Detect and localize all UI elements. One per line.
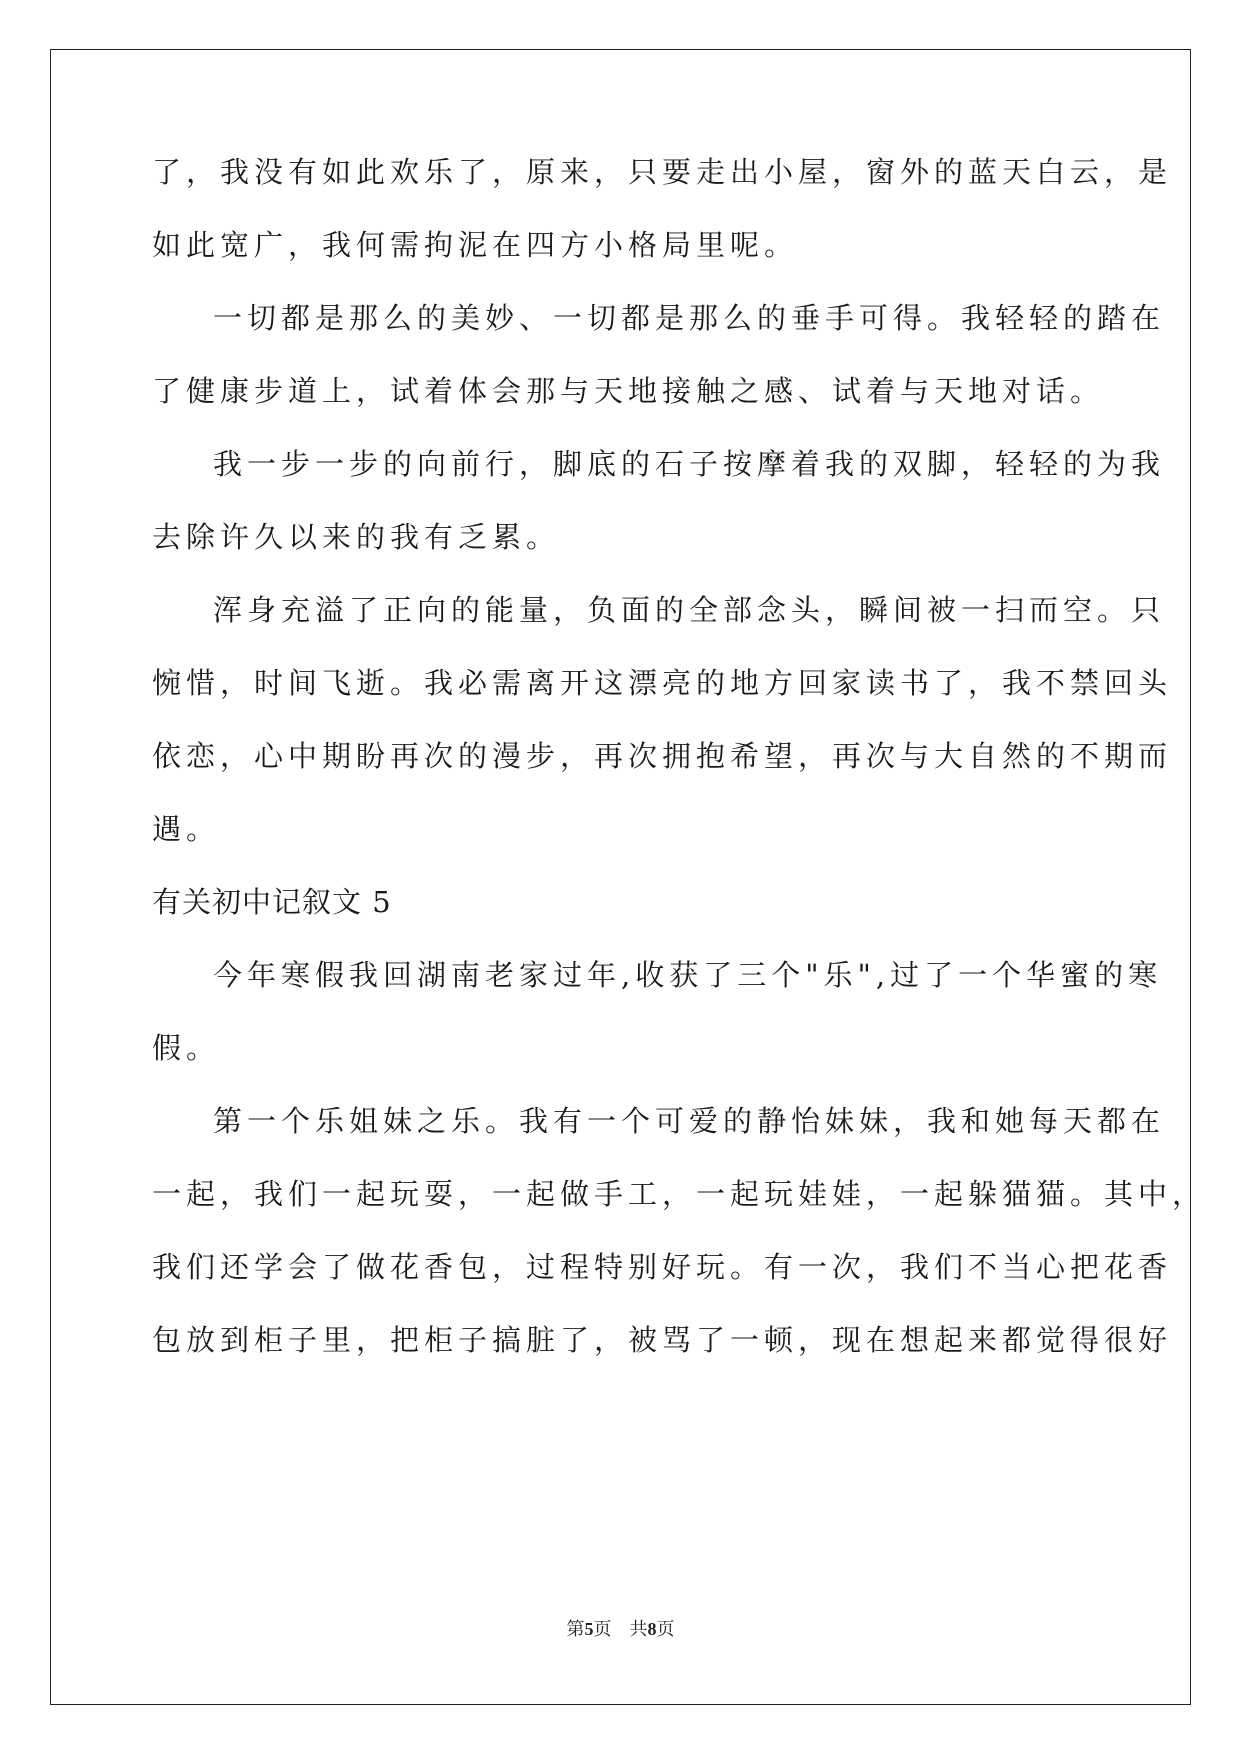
total-unit: 页 [656,1619,675,1639]
text-line: 第一个乐姐妹之乐。我有一个可爱的静怡妹妹，我和她每天都在 [213,1104,1166,1138]
section-heading: 有关初中记叙文 5 [152,885,392,919]
text-line: 假。 [152,1031,221,1065]
text-line: 遇。 [152,812,221,846]
total-prefix: 共 [629,1619,648,1639]
page-total: 8 [647,1619,657,1639]
text-line: 惋惜，时间飞逝。我必需离开这漂亮的地方回家读书了，我不禁回头 [152,666,1173,700]
text-line: 今年寒假我回湖南老家过年,收获了三个"乐",过了一个华蜜的寒 [213,958,1163,992]
text-line: 了健康步道上，试着体会那与天地接触之感、试着与天地对话。 [152,374,1105,408]
text-line: 了，我没有如此欢乐了，原来，只要走出小屋，窗外的蓝天白云，是 [152,155,1173,189]
page-unit: 页 [593,1619,612,1639]
text-line: 我们还学会了做花香包，过程特别好玩。有一次，我们不当心把花香 [152,1250,1173,1284]
text-line: 一切都是那么的美妙、一切都是那么的垂手可得。我轻轻的踏在 [213,301,1166,335]
text-line: 一起，我们一起玩耍，一起做手工，一起玩娃娃，一起躲猫猫。其中， [152,1177,1207,1211]
page-prefix: 第 [566,1619,585,1639]
text-line: 包放到柜子里，把柜子搞脏了，被骂了一顿，现在想起来都觉得很好 [152,1323,1173,1357]
text-line: 如此宽广，我何需拘泥在四方小格局里呢。 [152,228,799,262]
text-line: 依恋，心中期盼再次的漫步，再次拥抱希望，再次与大自然的不期而 [152,739,1173,773]
page-footer [0,1617,1241,1641]
text-line: 去除许久以来的我有乏累。 [152,520,561,554]
text-line: 浑身充溢了正向的能量，负面的全部念头，瞬间被一扫而空。只 [213,593,1166,627]
page-current: 5 [584,1619,594,1639]
text-line: 我一步一步的向前行，脚底的石子按摩着我的双脚，轻轻的为我 [213,447,1166,481]
